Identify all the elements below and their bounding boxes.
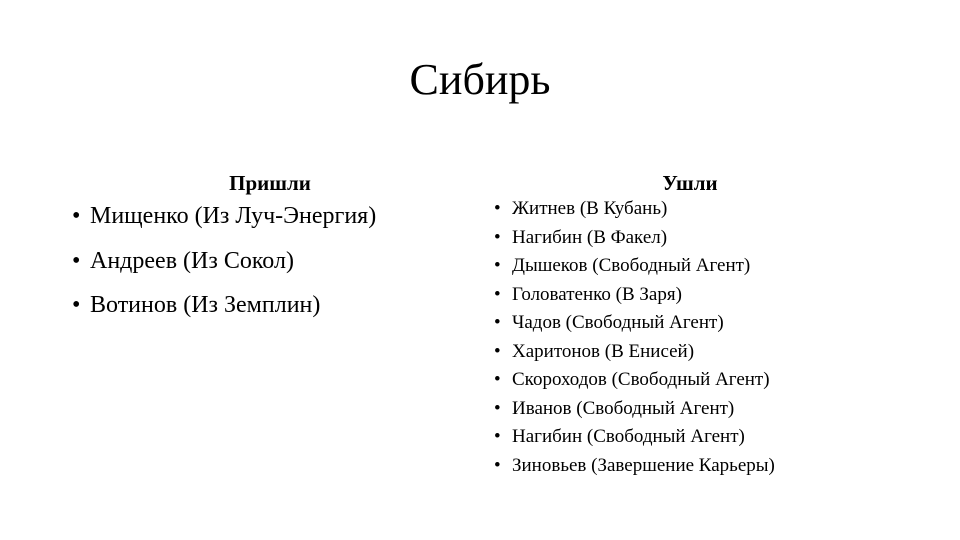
slide-title: Сибирь	[409, 55, 551, 104]
departed-item-text: Иванов (Свободный Агент)	[512, 397, 735, 419]
arrived-item-text: Вотинов (Из Земплин)	[90, 292, 321, 318]
departed-item	[494, 395, 775, 424]
departed-item	[494, 366, 775, 395]
departed-item-text: Зиновьев (Завершение Карьеры)	[512, 454, 775, 476]
arrived-item-text: Андреев (Из Сокол)	[90, 247, 294, 274]
bullet: •	[494, 255, 501, 276]
arrived-item	[72, 289, 376, 321]
departed-heading: Ушли	[662, 171, 718, 195]
arrived-item	[72, 200, 376, 232]
departed-item	[494, 338, 775, 367]
arrived-item	[72, 245, 376, 277]
arrived-item-text: Мищенко (Из Луч-Энергия)	[90, 203, 377, 229]
departed-item-text: Скороходов (Свободный Агент)	[512, 369, 770, 390]
departed-item-text: Нагибин (Свободный Агент)	[512, 426, 745, 447]
bullet: •	[494, 283, 501, 305]
bullet: •	[494, 369, 501, 390]
bullet: •	[72, 292, 81, 318]
departed-item	[494, 281, 775, 310]
bullet: •	[494, 454, 501, 476]
departed-item	[494, 309, 775, 338]
departed-item	[494, 452, 775, 481]
departed-item-text: Чадов (Свободный Агент)	[512, 312, 724, 333]
bullet: •	[494, 340, 501, 362]
departed-item	[494, 252, 775, 281]
bullet: •	[72, 203, 81, 229]
departed-item-text: Дышеков (Свободный Агент)	[512, 255, 751, 276]
arrived-list	[72, 200, 376, 334]
bullet: •	[72, 247, 81, 274]
bullet: •	[494, 312, 501, 333]
departed-item-text: Харитонов (В Енисей)	[512, 340, 695, 362]
departed-list	[494, 195, 775, 480]
arrived-heading: Пришли	[229, 171, 311, 195]
departed-item	[494, 195, 775, 224]
bullet: •	[494, 198, 501, 219]
departed-item	[494, 224, 775, 253]
bullet: •	[494, 226, 501, 248]
bullet: •	[494, 397, 501, 419]
departed-item-text: Нагибин (В Факел)	[512, 226, 668, 248]
bullet: •	[494, 426, 501, 447]
departed-item	[494, 423, 775, 452]
departed-item-text: Житнев (В Кубань)	[512, 198, 668, 219]
departed-item-text: Головатенко (В Заря)	[512, 283, 682, 305]
